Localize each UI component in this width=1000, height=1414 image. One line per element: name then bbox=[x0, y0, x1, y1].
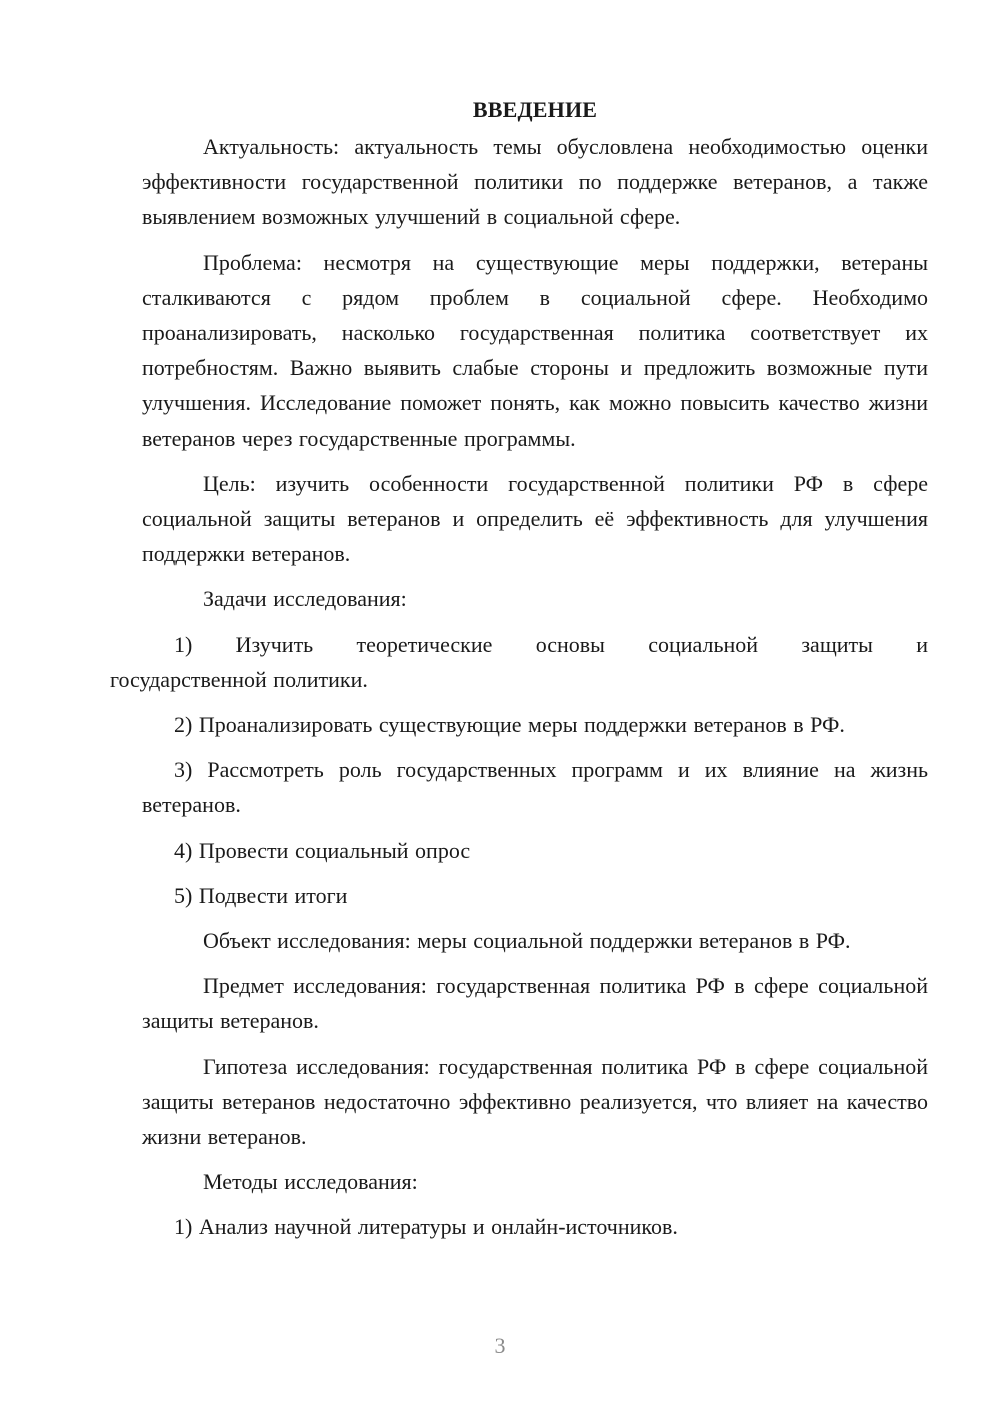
task-item-1-line-2: государственной политики. bbox=[110, 666, 368, 692]
paragraph-hypothesis: Гипотеза исследования: государственная политика РФ в сфере социальной защиты ветеранов недостаточно эффективно реализуется, что влияет на качество жизни ветеранов. bbox=[142, 1053, 928, 1150]
paragraph-goal: Цель: изучить особенности государственной политики РФ в сфере социальной защиты ветеранов и определить её эффективность для улучшения поддержки ветеранов. bbox=[142, 470, 928, 567]
page-number: 3 bbox=[494, 1333, 506, 1358]
methods-heading: Методы исследования: bbox=[203, 1169, 418, 1195]
paragraph-relevance: Актуальность: актуальность темы обусловлена необходимостью оценки эффективности государственной политики по поддержке ветеранов, а также выявлением возможных улучшений в социальной сфере. bbox=[142, 134, 928, 230]
task-item-5: 5) Подвести итоги bbox=[174, 882, 348, 908]
tasks-heading: Задачи исследования: bbox=[203, 586, 407, 612]
page-title: ВВЕДЕНИЕ bbox=[472, 97, 598, 122]
task-item-3: 3) Рассмотреть роль государственных программ и их влияние на жизнь ветеранов. bbox=[142, 757, 928, 818]
paragraph-problem: Проблема: несмотря на существующие меры поддержки, ветераны сталкиваются с рядом проблем в социальной сфере. Необходимо проанализировать, насколько государственная политика соответствует их потребностям. Важно выявить слабые стороны и предложить возможные пути улучшения. Исследование поможет понять, как можно повысить качество жизни ветеранов через государственные программы. bbox=[142, 249, 928, 451]
task-item-2: 2) Проанализировать существующие меры поддержки ветеранов в РФ. bbox=[174, 712, 845, 738]
document-page bbox=[110, 92, 928, 1255]
paragraph-subject: Предмет исследования: государственная политика РФ в сфере социальной защиты ветеранов. bbox=[142, 973, 928, 1034]
task-item-1 bbox=[110, 627, 928, 697]
method-item-1: 1) Анализ научной литературы и онлайн-источников. bbox=[174, 1214, 678, 1240]
task-item-4: 4) Провести социальный опрос bbox=[174, 837, 471, 863]
paragraph-object: Объект исследования: меры социальной поддержки ветеранов в РФ. bbox=[203, 928, 851, 954]
task-item-1-line-1: 1) Изучить теоретические основы социальной защиты и bbox=[174, 631, 928, 657]
